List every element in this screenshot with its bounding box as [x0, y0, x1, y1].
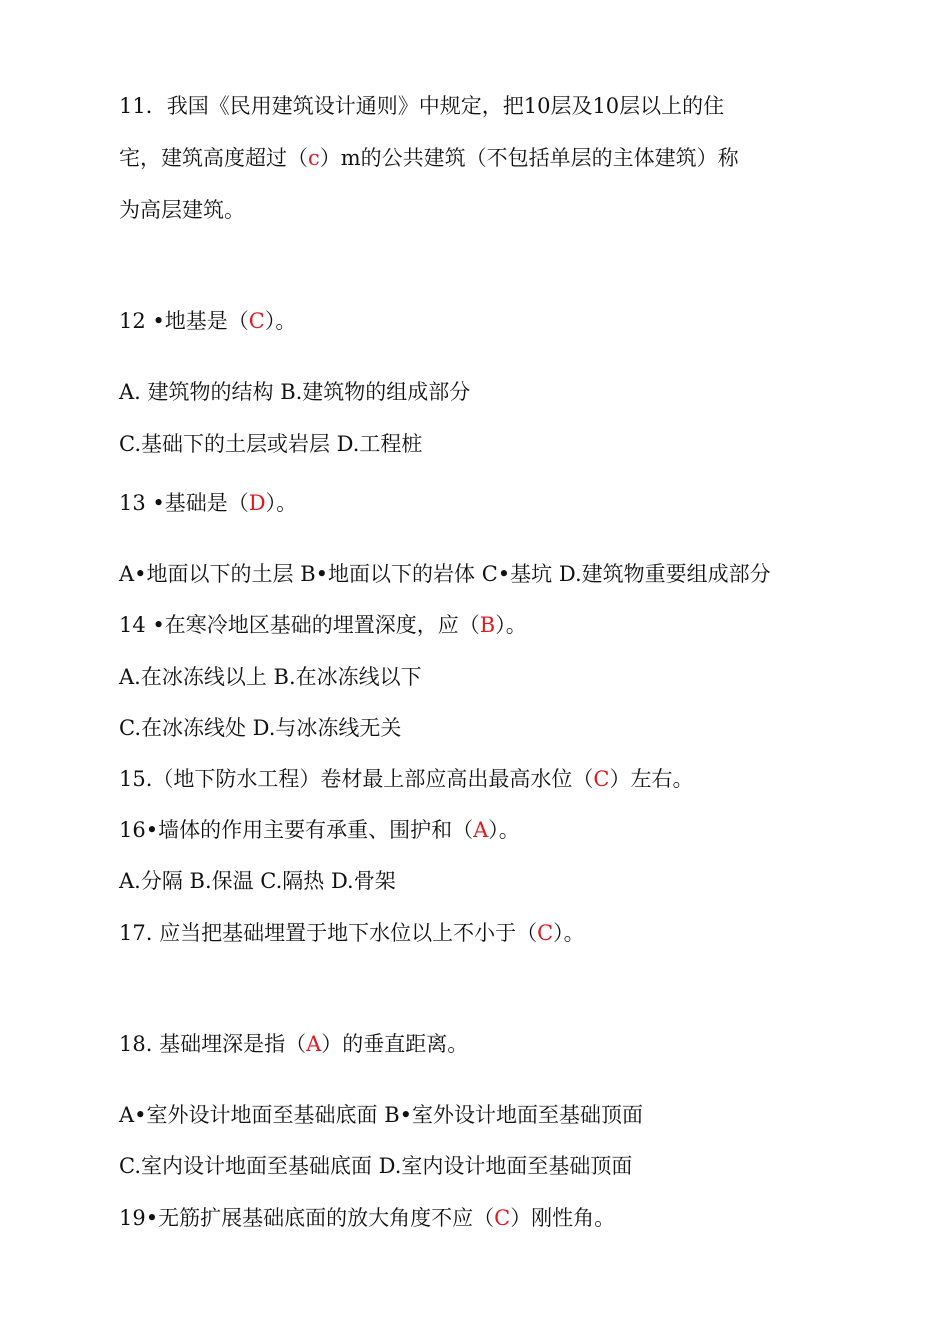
q12-options: C.基础下的土层或岩层 D.工程桩	[119, 432, 423, 456]
q13-question	[119, 490, 297, 516]
q13-answer: D	[248, 491, 266, 515]
q18-answer: A	[306, 1032, 322, 1056]
q14-options: A.在冰冻线以上 B.在冰冻线以下	[119, 665, 422, 689]
q14-text-post: ）。	[495, 613, 527, 637]
q18-question	[119, 1031, 468, 1057]
q11-text-pre: 宅，建筑高度超过（	[119, 146, 308, 170]
q12-option-line-1	[119, 379, 470, 405]
q19-text-post: ）刚性角。	[510, 1206, 616, 1230]
q19-text-pre: 19•无筋扩展基础底面的放大角度不应（	[119, 1206, 495, 1230]
q14-options: C.在冰冻线处 D.与冰冻线无关	[119, 716, 402, 740]
q14-text-pre: 14 •在寒冷地区基础的埋置深度，应（	[119, 613, 480, 637]
q13-text-pre: 13 •基础是（	[119, 491, 249, 515]
q16-option-line-1	[119, 868, 396, 894]
q12-text-post: ）。	[264, 309, 297, 333]
q11-line-1	[119, 93, 724, 119]
q13-text-post: ）。	[265, 491, 298, 515]
q11-line-2	[119, 145, 739, 171]
q11-text-post: ）m的公共建筑（不包括单层的主体建筑）称	[319, 146, 739, 170]
q16-question	[119, 817, 520, 843]
q13-options: A•地面以下的土层 B•地面以下的岩体 C•基坑 D.建筑物重要组成部分	[119, 562, 771, 586]
q18-options: C.室内设计地面至基础底面 D.室内设计地面至基础顶面	[119, 1154, 633, 1178]
q15-text-post: ）左右。	[609, 767, 694, 791]
q17-text-post: ）。	[553, 921, 585, 945]
q16-text-post: ）。	[488, 818, 520, 842]
q18-text-post: ）的垂直距离。	[321, 1032, 469, 1056]
q11-answer: c	[308, 146, 320, 170]
q17-answer: C	[537, 921, 554, 945]
q19-answer: C	[494, 1206, 511, 1230]
q12-answer: C	[248, 309, 265, 333]
q13-option-line-1	[119, 561, 771, 587]
q16-answer: A	[473, 818, 489, 842]
q12-options: A. 建筑物的结构 B.建筑物的组成部分	[119, 380, 471, 404]
q11-text-end: 为高层建筑。	[119, 198, 245, 222]
q15-answer: C	[593, 767, 610, 791]
q16-text-pre: 16•墙体的作用主要有承重、围护和（	[119, 818, 474, 842]
q12-question	[119, 308, 296, 334]
q15-question	[119, 766, 693, 792]
q17-text-pre: 17. 应当把基础埋置于地下水位以上不小于（	[119, 921, 538, 945]
q18-option-line-1	[119, 1102, 643, 1128]
q12-text-pre: 12 •地基是（	[119, 309, 249, 333]
q11-line-3	[119, 197, 245, 223]
q11-text: 11．我国《民用建筑设计通则》中规定，把10层及10层以上的住	[119, 94, 725, 118]
q18-options: A•室外设计地面至基础底面 B•室外设计地面至基础顶面	[119, 1103, 644, 1127]
q17-question	[119, 920, 585, 946]
q18-option-line-2	[119, 1153, 632, 1179]
q16-options: A.分隔 B.保温 C.隔热 D.骨架	[119, 869, 396, 893]
q14-option-line-2	[119, 715, 401, 741]
q14-answer: B	[479, 613, 496, 637]
q14-question	[119, 612, 527, 638]
q12-option-line-2	[119, 431, 422, 457]
q18-text-pre: 18. 基础埋深是指（	[119, 1032, 307, 1056]
q15-text-pre: 15.（地下防水工程）卷材最上部应高出最高水位（	[119, 767, 594, 791]
q19-question	[119, 1205, 615, 1231]
q14-option-line-1	[119, 664, 422, 690]
